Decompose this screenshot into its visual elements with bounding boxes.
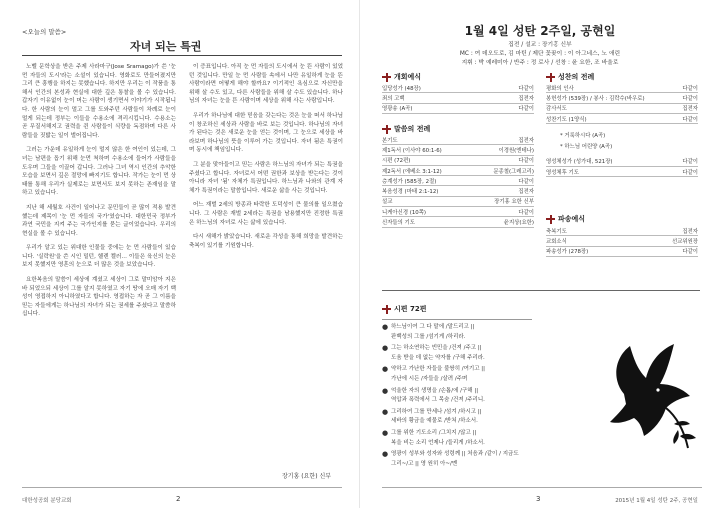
section-label: <오늘의 말씀> — [22, 28, 67, 36]
order-row: 죄의 고백 집전자 — [382, 93, 534, 103]
order-row: 설교 장기홍 요한 신부 — [382, 197, 534, 207]
order-subrow: * 거룩하시다 (A곡) — [560, 133, 606, 140]
order-row: 교회소식 선교위원장 — [546, 236, 698, 246]
order-list-dismissal — [546, 226, 698, 257]
footer-date: 2015년 1월 4일 성탄 2주, 공현일 — [615, 498, 698, 504]
psalm-underline — [382, 319, 532, 320]
order-row: 제1독서 (이사야 60:1-6) 이경원(엔테나) — [382, 145, 534, 155]
sermon-paragraph: 우리가 하나님에 대한 믿음을 갖는다는 것은 눈을 떠서 하나님이 창조하신 세상과 사람을 바로 보는 것입니다. 하나님의 자녀가 된다는 것은 새로운 눈을 얻는 것이며, 그 눈으로 세상을 바라보며 하나님의 뜻을 이루어 가는 것입니다. 자녀 됨은 특권이며 동시에 책임입니다. — [189, 112, 343, 154]
dove-icon — [604, 340, 700, 458]
bullet-icon: ● — [382, 323, 389, 331]
sermon-paragraph: 다시 새해가 밝았습니다. 새로운 각성을 통해 희망을 발견하는 축복이 있기를 기원합니다. — [189, 234, 343, 249]
sermon-paragraph: 이 증표입니다. 아직 눈 먼 자들의 도시에서 눈 뜬 사람이 있었던 것입니다. 만일 눈 먼 사람들 속에서 나만 유일하게 눈을 뜬 사람이라면 어떻게 해야 할까요? 이기적인 욕심으로 자신만을 위해 살 수도 있고, 다른 사람들을 위해 살 수도 있습니다. 하나님의 자녀는 눈을 뜬 사람이며 세상을 위해 사는 사람입니다. — [189, 64, 343, 105]
officiants-list — [360, 41, 720, 68]
sermon-title: 자녀 되는 특권 — [130, 40, 202, 53]
section-heading-word: 말씀의 전례 — [382, 124, 430, 134]
bullet-icon: ● — [382, 428, 389, 437]
order-row: 복음성경 (마태 2:1-12) 집전자 — [382, 186, 534, 196]
sermon-paragraph: 어느 재벌 2세의 방종과 타락한 도덕성이 큰 물의를 일으켰습니다. 그 사람은 재벌 2세라는 특권을 남용했지만 진정한 특권은 하느님의 자녀로 사는 삶에 있습니다. — [189, 202, 343, 226]
bullet-icon: ● — [382, 407, 389, 416]
officiant-line: 지휘 : 박 예레미아 / 반주 : 정 로사 / 선창 : 윤 요한, 조 바울로 — [461, 60, 619, 66]
section-heading-eucharist: 성찬의 전례 — [546, 72, 594, 82]
order-list-opening — [382, 83, 534, 114]
psalm-verse: ● 하느님이여 그 다 말에 /말드리고 || 판백성의 그를 /섬기게 /하리라. — [382, 323, 572, 342]
order-row: 본기도 집전자 — [382, 135, 534, 145]
order-row: 봉헌성가 (539장) / 봉사 : 김락수(바우로) 다같이 — [546, 93, 698, 103]
order-row: 감사서도 집전자 — [546, 104, 698, 114]
order-row: 입당성가 (48장) 다같이 — [382, 83, 534, 93]
cross-icon — [382, 125, 391, 134]
order-row: 시편 (72편) 다같이 — [382, 156, 534, 166]
order-row: 축복기도 집전자 — [546, 226, 698, 236]
order-row: 영성체성가 (성가대, 521장) 다같이 — [546, 157, 698, 167]
psalm-verses — [382, 323, 572, 471]
psalm-verse: ● 그를 위한 기도소리 /그치지 /않고 || 복을 비는 소리 언제나 /들리게 /하소서. — [382, 429, 572, 448]
psalm-verse: ● 그리하여 그를 만세나 /섬겨 /하시고 || 세바의 황금을 예물로 /받쳐 /하소서. — [382, 408, 572, 427]
order-row: 영성체후 기도 다같이 — [546, 167, 698, 177]
sermon-paragraph: 그러는 가운데 유일하게 눈이 멀지 않은 한 여인이 있는데, 그녀는 남편을 돕기 위해 눈먼 척하며 수용소에 들어가 사람들을 도우며 그들을 이끌어 갑니다. 그러나 그녀 역시 인간의 추악한 모습을 보면서 깊은 절망에 빠지기도 합니다. 작가는 눈이 먼 상태를 통해 우리가 실제로는 보면서도 보지 못하는 존재임을 말하고 있습니다. — [22, 147, 176, 197]
sermon-column-1 — [22, 63, 176, 325]
worship-title: 1월 4일 성탄 2주일, 공현일 — [464, 24, 616, 38]
right-page — [360, 0, 720, 508]
section-heading-dismissal: 파송예식 — [546, 214, 585, 224]
psalm-verse: ● 영광이 성부와 성자와 성령께 || 처음과 /같이 / 지금도 그리~/고 || 영 원히 아~/멘 — [382, 450, 572, 469]
order-row: 니케아신경 (10쪽) 다같이 — [382, 207, 534, 217]
order-row: 신자들의 기도 윤지상(요한) — [382, 217, 534, 227]
section-heading-opening: 개회예식 — [382, 72, 421, 82]
order-list-word — [382, 135, 534, 228]
sermon-signature: 장기홍 (요한) 신부 — [282, 473, 332, 480]
cross-icon — [546, 215, 555, 224]
psalm-verse: ● 억울한 자의 생명을 /손톱/에 /구해 || 역압과 폭력에서 그 목숨 /건져 /주리니. — [382, 387, 572, 406]
footer-church-name: 대한성공회 분당교회 — [22, 498, 72, 504]
sermon-paragraph: 지난 해 세월호 사건이 일어나고 문민들이 곧 많이 적용 발견했는데 제목이 '눈 먼 자들의 국가'였습니다. 대한민국 정부가 과연 국민을 지켜 주는 국가인지를 묻는 글이었습니다. 우리의 현실을 볼 수 있습니다. — [22, 204, 176, 237]
sermon-paragraph: 그 분을 맞아들이고 믿는 사람은 하느님의 자녀가 되는 특권을 주셨다고 합니다. 자녀로서 어떤 권한과 보상을 받는다는 것이 아니라 자녀 '됨' 자체가 특권입니다. 하느님과 나와의 관계 자체가 특권이라는 말씀입니다. 새로운 삶을 사는 것입니다. — [189, 161, 343, 194]
bullet-icon: ● — [382, 450, 389, 459]
sermon-paragraph: 우리가 알고 있는 위대한 인물들 중에는 눈 먼 사람들이 있습니다. '실락원'을 쓴 시인 밀턴, 헬렌 켈러… 이들은 육신의 눈은 보지 못했지만 영혼의 눈으로 더 많은 것을 보았습니다. — [22, 245, 176, 269]
footer-divider — [22, 487, 342, 488]
order-row: 성찬기도 (1양식) 다같이 — [546, 114, 698, 124]
bullet-icon: ● — [382, 365, 389, 374]
title-divider — [22, 55, 342, 56]
footer-divider — [382, 487, 702, 488]
cross-icon — [546, 73, 555, 82]
order-row: 제2독서 (에베소 3:1-12) 문종철(그레고리) — [382, 166, 534, 176]
cross-icon — [382, 73, 391, 82]
sermon-paragraph: 요한복음의 말씀이 세상에 계셨고 세상이 그로 말미암아 지은 바 되었으되 세상이 그를 알지 못하였고 자기 땅에 오매 자기 백성이 영접하지 아니하였다고 합니다. 영접하는 자 곧 그 이름을 믿는 자들에게는 하나님의 자녀가 되는 권세를 주셨다고 말씀하십니다. — [22, 277, 176, 318]
order-row: 영광송 (A곡) 다같이 — [382, 104, 534, 114]
order-row: 평화의 인사 다같이 — [546, 83, 698, 93]
page-number: 2 — [176, 495, 181, 503]
order-list-eucharist — [546, 83, 698, 177]
page-number: 3 — [536, 495, 541, 503]
psalm-divider — [382, 290, 700, 291]
psalm-verse: ● 그는 하소연하는 빈민을 /건져 /주고 || 도움 받을 데 없는 약자를 /구해 주리라. — [382, 344, 572, 363]
officiant-line: 집전 / 설교 : 장기홍 신부 — [508, 42, 572, 48]
order-row: 층계성가 (585장, 2절) 다같이 — [382, 176, 534, 186]
bullet-icon: ● — [382, 386, 389, 395]
cross-icon — [382, 305, 391, 314]
sermon-column-2 — [189, 63, 343, 256]
psalm-heading: 시편 72편 — [382, 304, 426, 314]
sermon-paragraph: 노벨 문학상을 받은 주제 사라마구(Jose Sramago)가 쓴 '눈 먼 자들의 도시'라는 소설이 있습니다. 영화로도 만들어졌지만 그리 큰 흥행을 하지는 못했습니다. 하지만 우리는 이 작품을 통해서 인간의 본성과 현실에 대한 깊은 통찰을 볼 수 있습니다. 갑자기 이유없이 눈이 머는 사람이 생기면서 이야기가 시작됩니다. 한 사람의 눈이 멀고 그를 도와주던 사람들이 차례로 눈이 멀게 되는데 정부는 이들을 수용소에 격리시킵니다. 수용소는 곧 무질서해지고 권력을 쥔 사람들이 식량을 독점하며 다른 사람들을 짓밟는 일이 벌어집니다. — [22, 64, 176, 139]
order-row: 파송성가 (278장) 다같이 — [546, 247, 698, 257]
psalm-verse: ● 약하고 가난한 자들을 불쌍히 /여기고 || 가난에 시든 /자들을 /살려 /주며 — [382, 365, 572, 384]
officiant-line: MC : 여 데오도로, 김 마틴 / 제단 꽃꽂이 : 이 아그네스, 노 애린 — [459, 51, 621, 57]
order-subrow: * 하느님 어린양 (A곡) — [560, 143, 613, 150]
bullet-icon: ● — [382, 344, 389, 353]
